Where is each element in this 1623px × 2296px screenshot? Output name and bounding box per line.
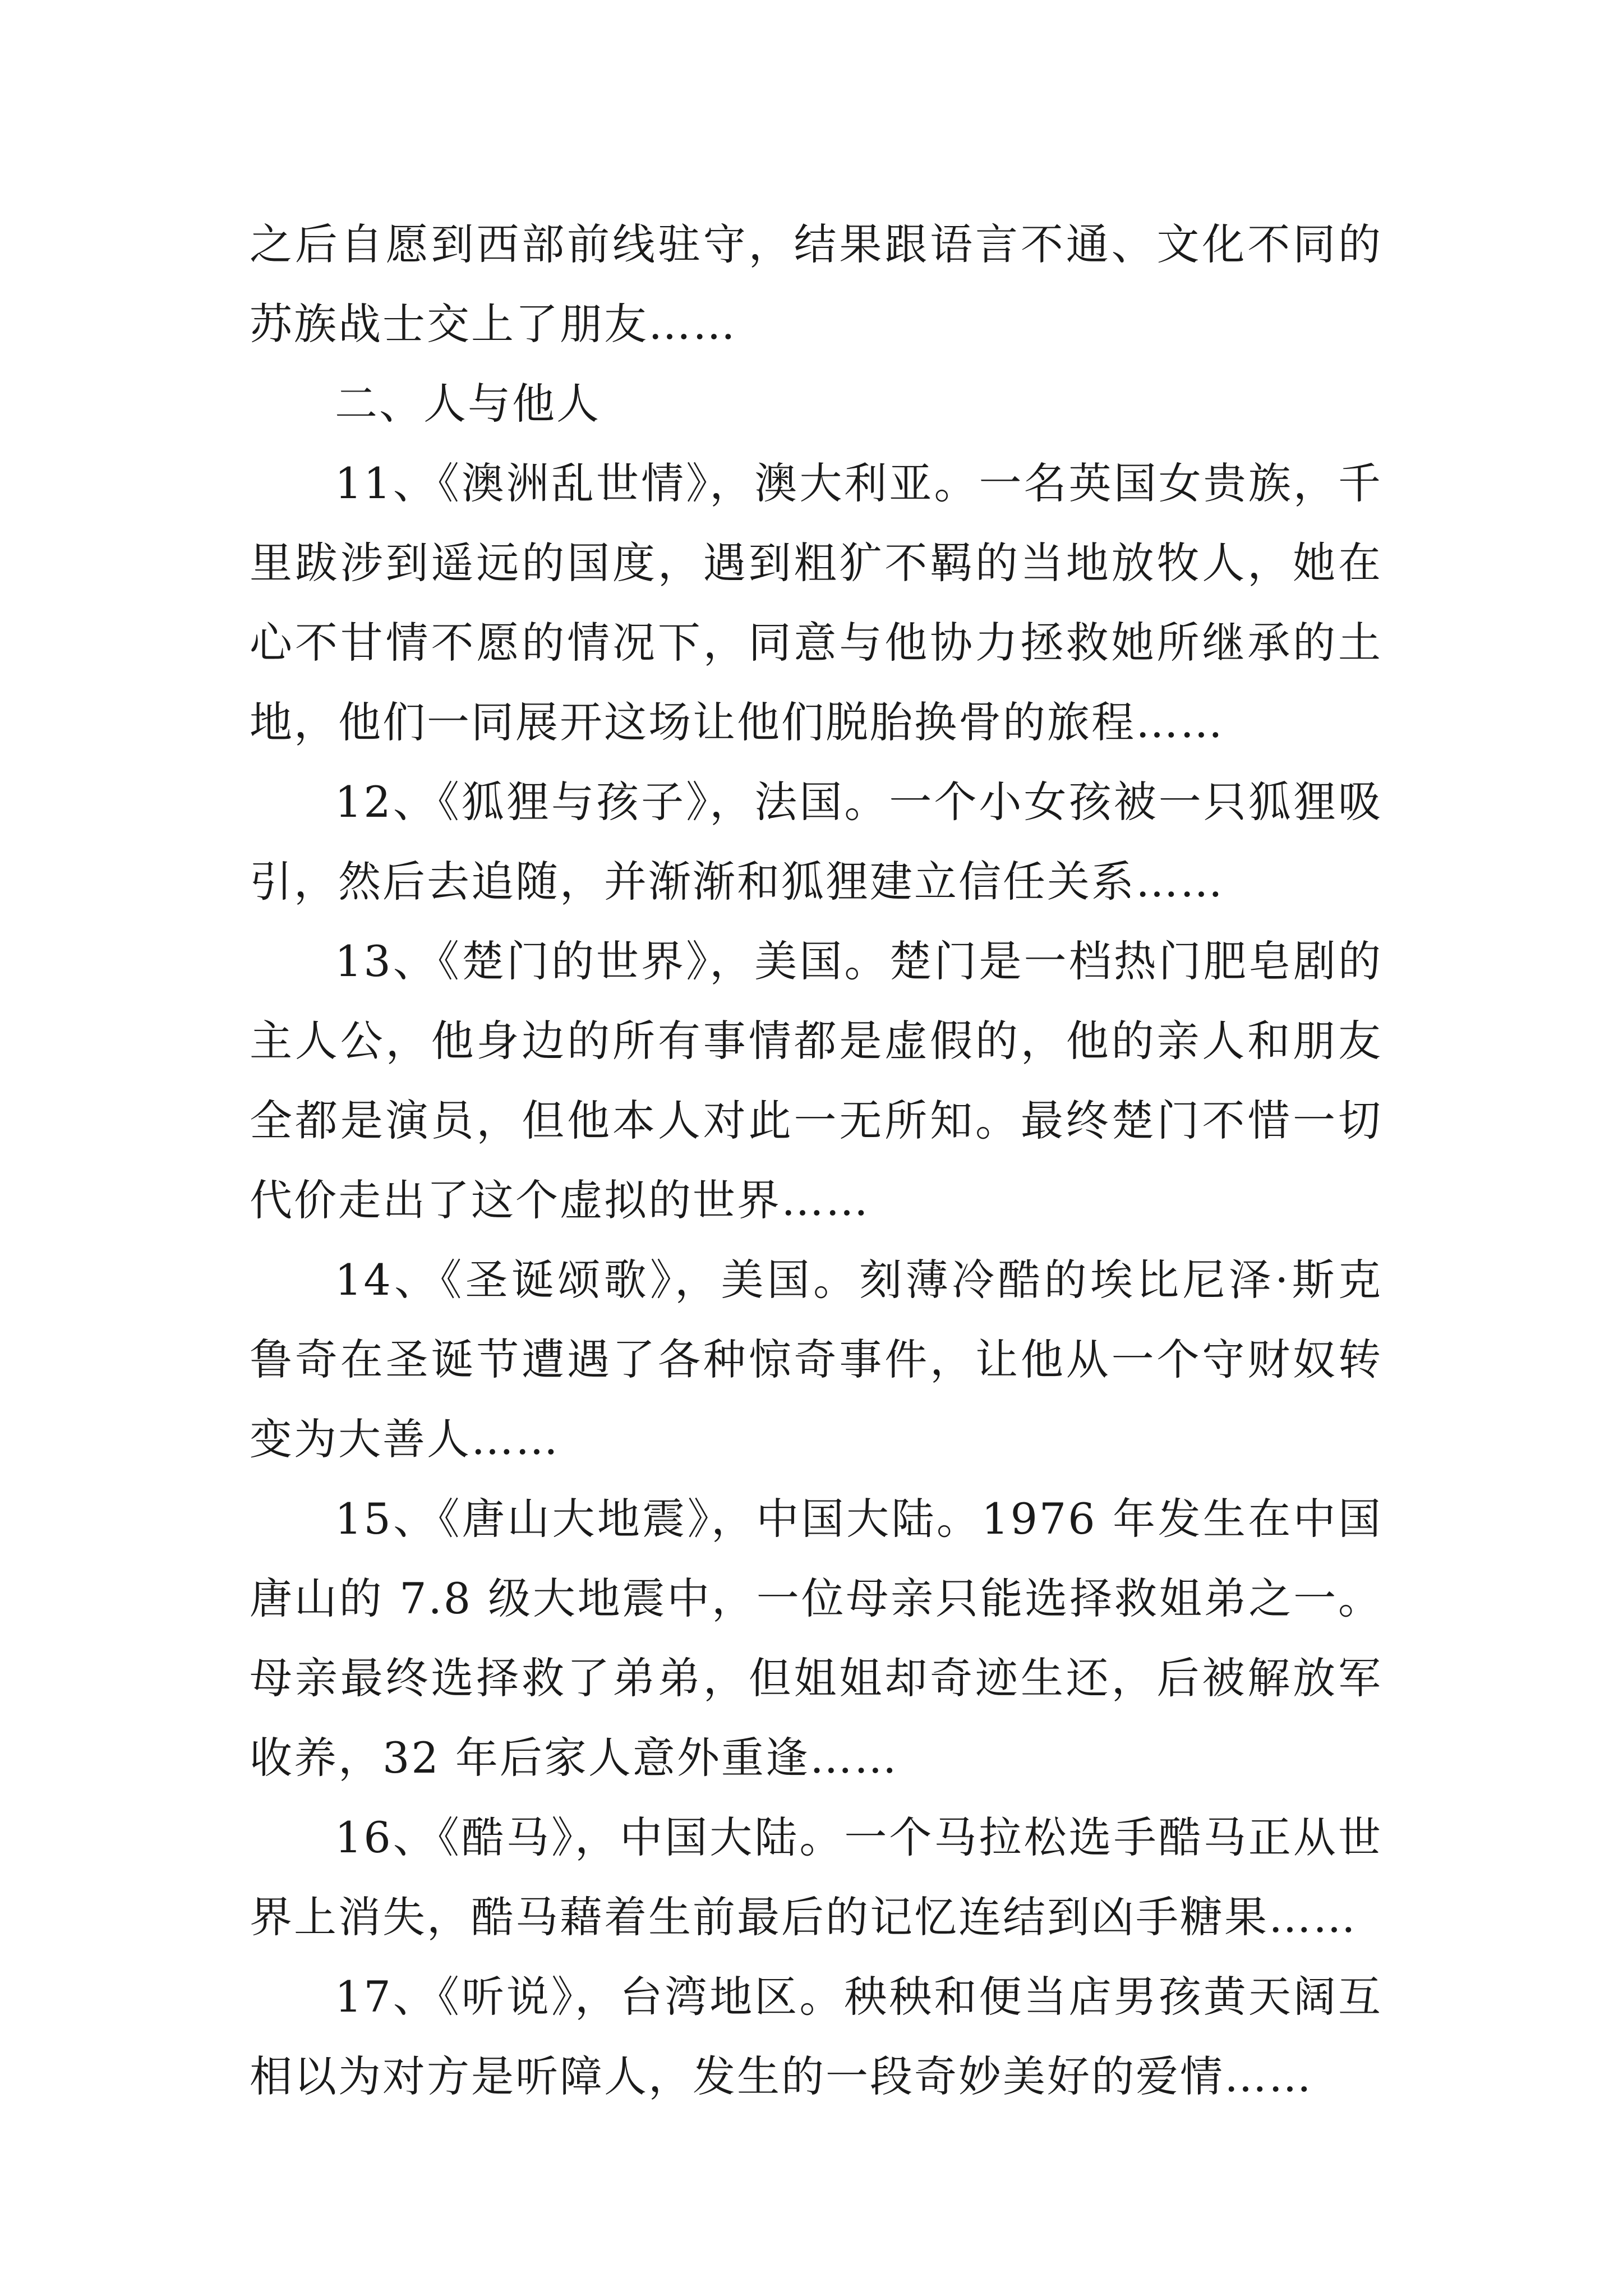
list-item-11: 11、《澳洲乱世情》，澳大利亚。一名英国女贵族，千里跋涉到遥远的国度，遇到粗犷不羁的当地放牧人，她在心不甘情不愿的情况下，同意与他协力拯救她所继承的土地，他们一同展开这场让他们脱胎换骨的旅程…… xyxy=(250,458,1382,747)
list-item-16: 16、《酷马》，中国大陆。一个马拉松选手酷马正从世界上消失，酷马藉着生前最后的记忆连结到凶手糖果…… xyxy=(250,1812,1382,1942)
list-item-17: 17、《听说》，台湾地区。秧秧和便当店男孩黄天阔互相以为对方是听障人，发生的一段奇妙美好的爱情…… xyxy=(250,1972,1382,2101)
document-page xyxy=(250,205,1382,2116)
section-heading-people-and-others: 二、人与他人 xyxy=(335,379,601,429)
list-item-13: 13、《楚门的世界》，美国。楚门是一档热门肥皂剧的主人公，他身边的所有事情都是虚假的，他的亲人和朋友全都是演员，但他本人对此一无所知。最终楚门不惜一切代价走出了这个虚拟的世界…… xyxy=(250,936,1382,1225)
list-item-12: 12、《狐狸与孩子》，法国。一个小女孩被一只狐狸吸引，然后去追随，并渐渐和狐狸建立信任关系…… xyxy=(250,777,1382,907)
list-item-14: 14、《圣诞颂歌》，美国。刻薄冷酷的埃比尼泽·斯克鲁奇在圣诞节遭遇了各种惊奇事件，让他从一个守财奴转变为大善人…… xyxy=(250,1255,1382,1464)
paragraph-continuation: 之后自愿到西部前线驻守，结果跟语言不通、文化不同的苏族战士交上了朋友…… xyxy=(250,219,1382,349)
list-item-15: 15、《唐山大地震》，中国大陆。1976 年发生在中国唐山的 7.8 级大地震中，一位母亲只能选择救姐弟之一。母亲最终选择救了弟弟，但姐姐却奇迹生还，后被解放军收养，32 年后家人意外重逢…… xyxy=(250,1494,1382,1783)
